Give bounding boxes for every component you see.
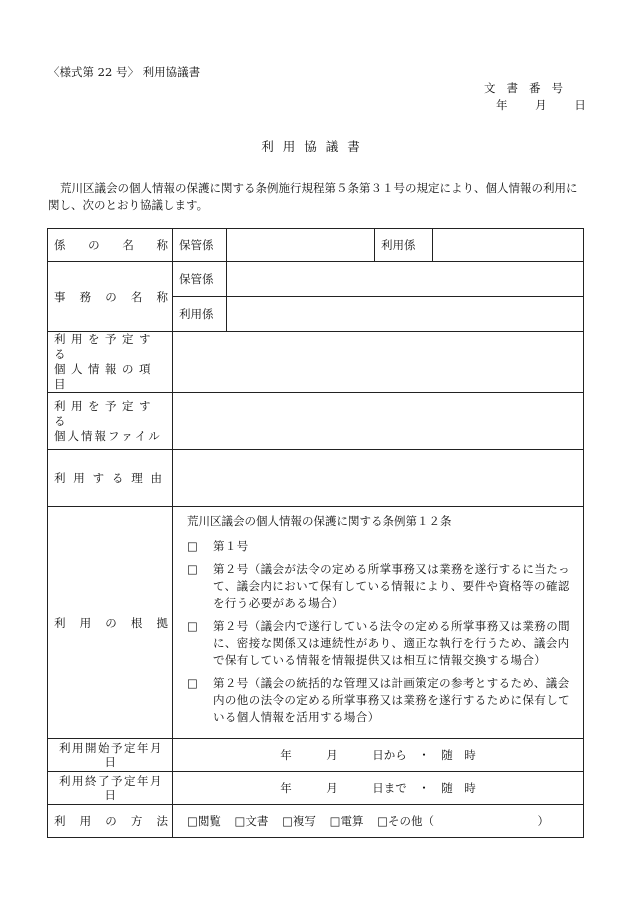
form-number-label: 〈様式第 22 号〉 利用協議書 xyxy=(48,65,201,79)
office-name-label: 事 務 の 名 称 xyxy=(48,262,173,332)
office-user-label: 利用係 xyxy=(173,297,227,332)
method-label: 利 用 の 方 法 xyxy=(48,805,173,838)
method-option-computer[interactable]: □電算 xyxy=(329,814,364,828)
office-user-value-cell[interactable] xyxy=(227,297,584,332)
info-files-value-cell[interactable] xyxy=(173,393,584,450)
basis-item[interactable]: □ 第２号（議会が法令の定める所掌事務又は業務を遂行するに当たって、議会内において保有している情報により、要件や資格等の確認を行う必要がある場合） xyxy=(187,562,570,610)
intro-paragraph: 荒川区議会の個人情報の保護に関する条例施行規程第５条第３１号の規定により、個人情報の利用に関し、次のとおり協議します。 xyxy=(48,181,578,212)
month-label: 月 xyxy=(535,98,547,112)
info-files-label: 利用を予定する 個人情報ファイル xyxy=(48,393,173,450)
document-number-label: 文書番号 xyxy=(484,81,574,95)
user-value-cell[interactable] xyxy=(433,229,584,262)
basis-head: 荒川区議会の個人情報の保護に関する条例第１２条 xyxy=(187,514,452,528)
method-options xyxy=(173,805,584,838)
date-line xyxy=(496,97,586,113)
start-date-value[interactable]: 年 月 日から ・ 随 時 xyxy=(173,739,584,772)
end-date-value[interactable]: 年 月 日まで ・ 随 時 xyxy=(173,772,584,805)
start-date-label: 利用開始予定年月日 xyxy=(48,739,173,772)
basis-cell xyxy=(173,507,584,739)
document-title: 利用協議書 xyxy=(261,139,369,154)
basis-item[interactable]: □ 第２号（議会内で遂行している法令の定める所掌事務又は業務の間に、密接な関係又は連続性があり、適正な執行を行うため、議会内で保有している情報を情報提供又は相互に情報交換する場合） xyxy=(187,619,570,667)
basis-item[interactable]: □ 第２号（議会の統括的な管理又は計画策定の参考とするため、議会内の他の法令の定める所掌事務又は業務を遂行するために保有している個人情報を活用する場合） xyxy=(187,676,570,724)
custodian-value-cell[interactable] xyxy=(227,229,375,262)
info-items-label: 利用を予定する 個人情報の項目 xyxy=(48,332,173,393)
end-date-label: 利用終了予定年月日 xyxy=(48,772,173,805)
user-label: 利用係 xyxy=(375,229,433,262)
checkbox-icon[interactable]: □ xyxy=(187,619,198,633)
dept-name-text: 係 の 名 称 xyxy=(54,238,168,252)
method-option-view[interactable]: □閲覧 xyxy=(187,814,221,828)
dept-name-label xyxy=(48,229,173,262)
office-custodian-label: 保管係 xyxy=(173,262,227,297)
reason-value-cell[interactable] xyxy=(173,450,584,507)
method-option-other[interactable]: □その他（ ） xyxy=(377,814,549,828)
method-option-document[interactable]: □文書 xyxy=(234,814,269,828)
checkbox-icon[interactable]: □ xyxy=(187,676,198,690)
year-label: 年 xyxy=(496,98,508,112)
agreement-table xyxy=(47,228,584,838)
reason-label: 利 用 す る 理 由 xyxy=(48,450,173,507)
basis-item[interactable]: □ 第１号 xyxy=(187,539,249,553)
custodian-label: 保管係 xyxy=(173,229,227,262)
checkbox-icon[interactable]: □ xyxy=(187,562,198,576)
info-items-value-cell[interactable] xyxy=(173,332,584,393)
office-custodian-value-cell[interactable] xyxy=(227,262,584,297)
day-label: 日 xyxy=(574,98,586,112)
method-option-copy[interactable]: □複写 xyxy=(282,814,316,828)
basis-label: 利 用 の 根 拠 xyxy=(48,507,173,739)
checkbox-icon[interactable]: □ xyxy=(187,539,198,553)
